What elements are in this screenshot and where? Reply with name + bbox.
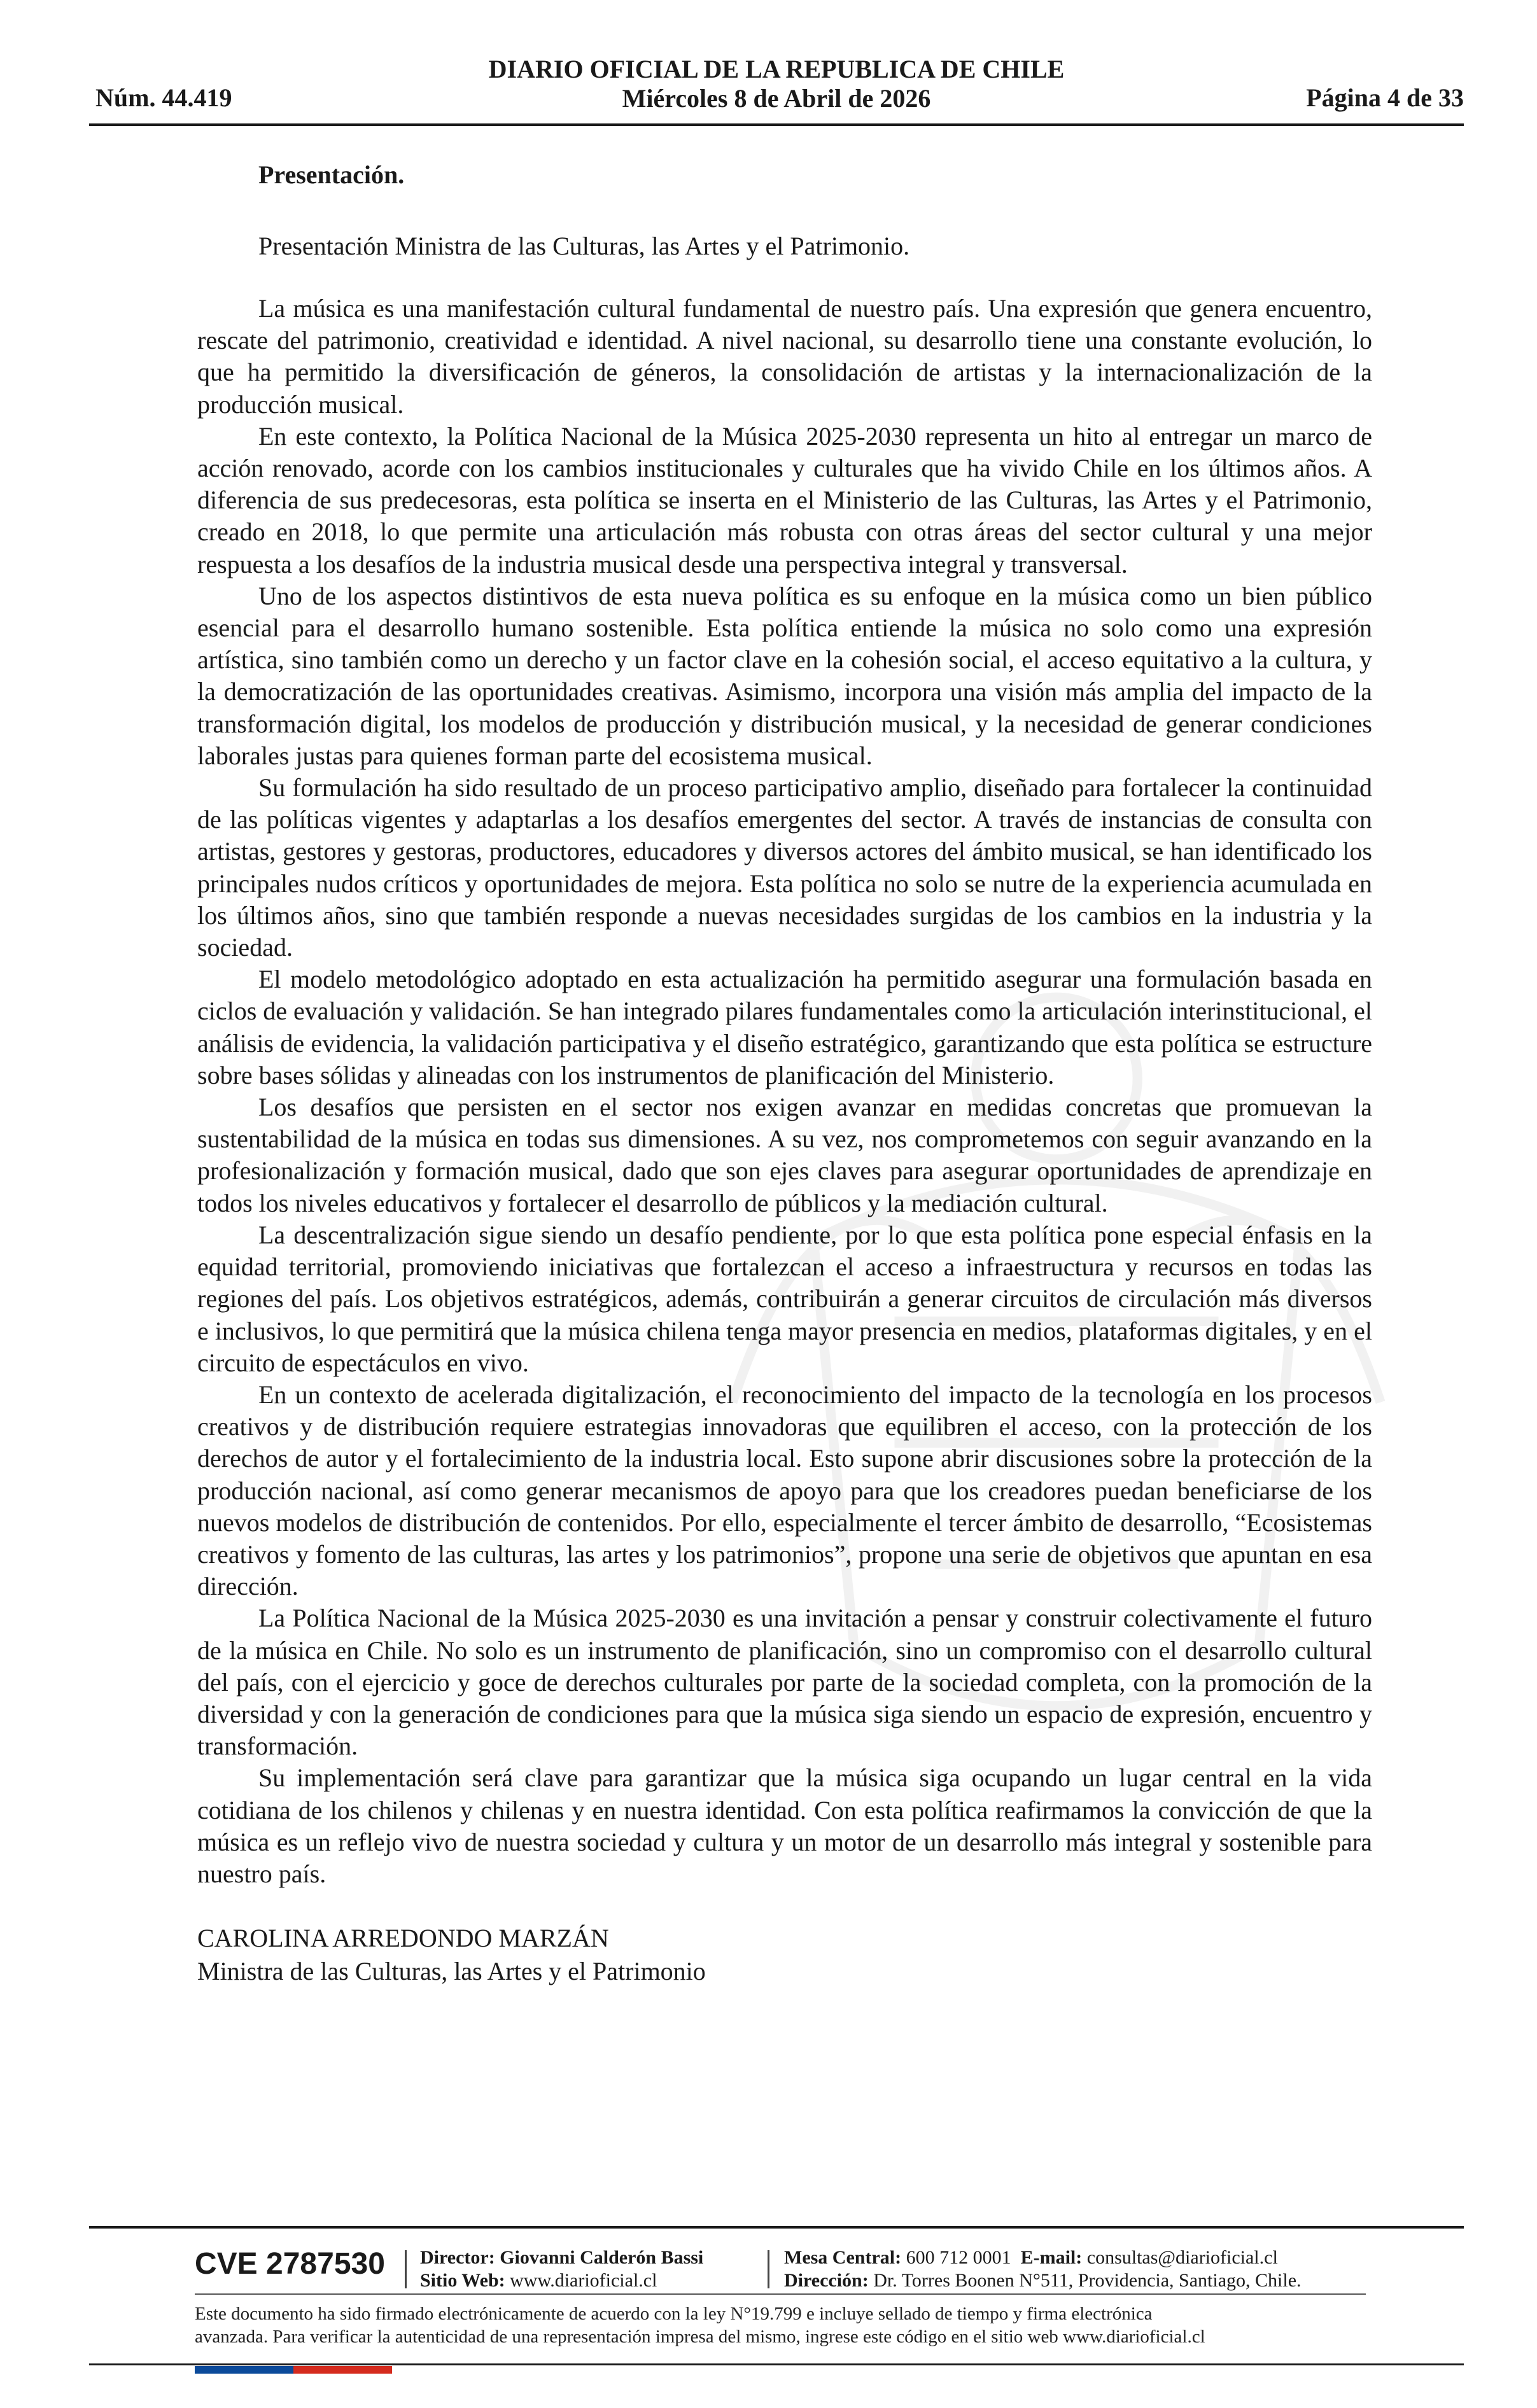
address-value: Dr. Torres Boonen N°511, Providencia, Santiago, Chile. [873, 2270, 1302, 2291]
email-link[interactable]: consultas@diarioficial.cl [1086, 2247, 1278, 2268]
masthead [89, 55, 1464, 113]
paragraph: Su formulación ha sido resultado de un proceso participativo amplio, diseñado para fortalecer la continuidad de las políticas vigentes y adaptarlas a los desafíos emergentes del sector. A través de instancias de consulta con artistas, gestores y gestoras, productores, educadores y diversos actores del ámbito musical, se han identificado los principales nudos críticos y oportunidades de mejora. Esta política no solo se nutre de la experiencia acumulada en los últimos años, sino que también responde a nuevas necesidades surgidas de los cambios en la industria y la sociedad. [197, 773, 1372, 962]
contact-block [784, 2246, 1302, 2292]
flag-stripe [195, 2366, 392, 2374]
gazette-title: DIARIO OFICIAL DE LA REPUBLICA DE CHILE [488, 55, 1065, 83]
paragraph: Uno de los aspectos distintivos de esta nueva política es su enfoque en la música como un bien público esencial para el desarrollo humano sostenible. Esta política entiende la música no solo como una expresión artística, sino también como un derecho y un factor clave en la cohesión social, el acceso equitativo a la cultura, y la democratización de las oportunidades creativas. Asimismo, incorpora una visión más amplia del impacto de la transformación digital, los modelos de producción y distribución musical, y la necesidad de generar condiciones laborales justas para quienes forman parte del ecosistema musical. [197, 581, 1372, 770]
page-header [89, 52, 1464, 122]
footer-separator [768, 2250, 769, 2288]
footer-note-divider [195, 2293, 1366, 2295]
paragraph: Su implementación será clave para garantizar que la música siga ocupando un lugar central en la vida cotidiana de los chilenos y chilenas y en nuestra identidad. Con esta política reafirmamos la convicción de que la música es un reflejo vivo de nuestra sociedad y cultura y un motor de un desarrollo más integral y sostenible para nuestro país. [197, 1763, 1372, 1888]
cve-code: CVE 2787530 [195, 2247, 385, 2281]
paragraph: La descentralización sigue siendo un desafío pendiente, por lo que esta política pone especial énfasis en la equidad territorial, promoviendo iniciativas que fortalezcan el acceso a infraestructura y recursos en todas las regiones del país. Los objetivos estratégicos, además, contribuirán a generar circuitos de circulación más diversos e inclusivos, lo que permitirá que la música chilena tenga mayor presencia en medios, plataformas digitales, y en el circuito de espectáculos en vivo. [197, 1220, 1372, 1377]
presentation-subtitle: Presentación Ministra de las Culturas, las Artes y el Patrimonio. [258, 232, 910, 260]
director-label: Director: [420, 2247, 495, 2268]
document-body [197, 153, 1372, 1988]
email-label: E-mail: [1020, 2247, 1083, 2268]
issue-date: Miércoles 8 de Abril de 2026 [622, 84, 931, 113]
director-block [420, 2246, 703, 2292]
header-divider [89, 123, 1464, 126]
paragraph: El modelo metodológico adoptado en esta actualización ha permitido asegurar una formulación basada en ciclos de evaluación y validación. Se han integrado pilares fundamentales como la articulación interinstitucional, el análisis de evidencia, la validación participativa y el diseño estratégico, garantizando que esta política se estructure sobre bases sólidas y alineadas con los instrumentos de planificación del Ministerio. [197, 965, 1373, 1089]
signatory-title: Ministra de las Culturas, las Artes y el Patrimonio [197, 1957, 706, 1986]
flag-blue-segment [195, 2366, 293, 2374]
paragraph: La Política Nacional de la Música 2025-2030 es una invitación a pensar y construir colectivamente el futuro de la música en Chile. No solo es un instrumento de planificación, sino un compromiso con el desarrollo cultural del país, con el ejercicio y goce de derechos culturales por parte de la sociedad completa, con la promoción de la diversidad y con la generación de condiciones para que la música siga siendo un espacio de expresión, encuentro y transformación. [197, 1604, 1372, 1761]
director-value: Giovanni Calderón Bassi [500, 2247, 704, 2268]
mesa-label: Mesa Central: [784, 2247, 902, 2268]
page-indicator: Página 4 de 33 [1306, 83, 1464, 112]
paragraph: Los desafíos que persisten en el sector nos exigen avanzar en medidas concretas que promuevan la sustentabilidad de la música en todas sus dimensiones. A su vez, nos comprometemos con seguir avanzando en la profesionalización y formación musical, dado que son ejes claves para asegurar oportunidades de aprendizaje en todos los niveles educativos y fortalecer el desarrollo de públicos y la mediación cultural. [197, 1093, 1372, 1217]
paragraph: La música es una manifestación cultural fundamental de nuestro país. Una expresión que genera encuentro, rescate del patrimonio, creatividad e identidad. A nivel nacional, su desarrollo tiene una constante evolución, lo que ha permitido la diversificación de géneros, la consolidación de artistas y la internacionalización de la producción musical. [197, 294, 1372, 419]
footer-separator [405, 2250, 407, 2288]
verification-note [195, 2302, 1366, 2348]
bottom-divider [89, 2363, 1464, 2365]
address-label: Dirección: [784, 2270, 869, 2291]
verification-note-line: avanzada. Para verificar la autenticidad de una representación impresa del mismo, ingrese este código en el sitio web www.diarioficial.cl [195, 2327, 1205, 2347]
paragraph-list [197, 293, 1372, 1890]
verification-note-line: Este documento ha sido firmado electrónicamente de acuerdo con la ley N°19.799 e incluye sellado de tiempo y firma electrónica [195, 2304, 1153, 2324]
paragraph: En este contexto, la Política Nacional de la Música 2025-2030 representa un hito al entregar un marco de acción renovado, acorde con los cambios institucionales y culturales que ha vivido Chile en los últimos años. A diferencia de sus predecesoras, esta política se inserta en el Ministerio de las Culturas, las Artes y el Patrimonio, creado en 2018, lo que permite una articulación más robusta con otras áreas del sector cultural y una mejor respuesta a los desafíos de la industria musical desde una perspectiva integral y transversal. [197, 421, 1372, 578]
website-link[interactable]: www.diarioficial.cl [510, 2270, 657, 2291]
mesa-value: 600 712 0001 [906, 2247, 1011, 2268]
website-label: Sitio Web: [420, 2270, 505, 2291]
issue-number: Núm. 44.419 [95, 83, 232, 112]
paragraph: En un contexto de acelerada digitalización, el reconocimiento del impacto de la tecnología en los procesos creativos y de distribución requiere estrategias innovadoras que equilibren el acceso, con la protección de los derechos de autor y el fortalecimiento de la industria local. Esto supone abrir discusiones sobre la protección de la producción nacional, así como generar mecanismos de apoyo para que los creadores puedan beneficiarse de los nuevos modelos de distribución de contenidos. Por ello, especialmente el tercer ámbito de desarrollo, “Ecosistemas creativos y fomento de las culturas, las artes y los patrimonios”, propone una serie de objetivos que apuntan en esa dirección. [197, 1380, 1372, 1601]
signature-block [197, 1922, 1372, 1988]
section-title: Presentación. [258, 160, 405, 189]
footer-divider [89, 2226, 1464, 2229]
flag-red-segment [293, 2366, 392, 2374]
signatory-name: CAROLINA ARREDONDO MARZÁN [197, 1924, 609, 1953]
